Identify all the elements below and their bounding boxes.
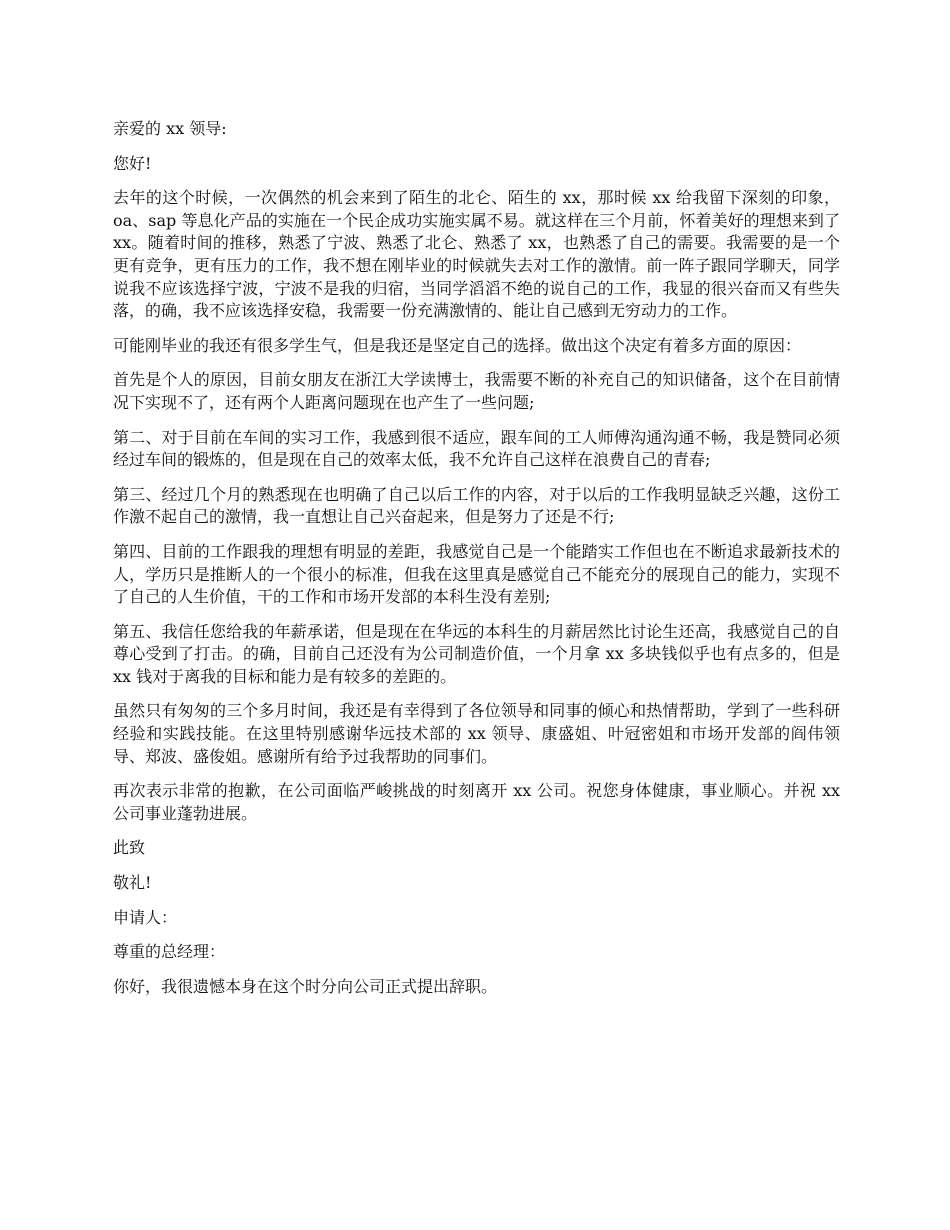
second-salutation: 尊重的总经理：: [113, 942, 226, 962]
body-paragraph: 第五、我信任您给我的年薪承诺，但是现在在华远的本科生的月薪居然比讨论生还高，我感觉自己的自尊心受到了打击。的确，目前自己还没有为公司制造价值，一个月拿 xx 多块钱似乎也有点多的，但是 xx 钱对于离我的目标和能力是有较多的差距的。: [113, 621, 840, 686]
second-opening: 你好，我很遗憾本身在这个时分向公司正式提出辞职。: [113, 976, 498, 996]
body-paragraph: 首先是个人的原因，目前女朋友在浙江大学读博士，我需要不断的补充自己的知识储备，这个在目前情况下实现不了，还有两个人距离问题现在也产生了一些问题;: [113, 370, 840, 412]
body-paragraph: 第三、经过几个月的熟悉现在也明确了自己以后工作的内容，对于以后的工作我明显缺乏兴趣，这份工作激不起自己的激情，我一直想让自己兴奋起来，但是努力了还是不行;: [113, 484, 840, 527]
body-paragraph: 第二、对于目前在车间的实习工作，我感到很不适应，跟车间的工人师傅沟通沟通不畅，我是赞同必须经过车间的锻炼的，但是现在自己的效率太低，我不允许自己这样在浪费自己的青春;: [113, 427, 840, 470]
closing-salute: 敬礼!: [113, 873, 152, 893]
greeting: 您好!: [113, 153, 152, 173]
applicant-label: 申请人：: [113, 907, 178, 927]
salutation: 亲爱的 xx 领导:: [113, 119, 227, 138]
body-paragraph: 虽然只有匆匆的三个多月时间，我还是有幸得到了各位领导和同事的倾心和热情帮助，学到了一些科研经验和实践技能。在这里特别感谢华远技术部的 xx 领导、康盛姐、叶冠密姐和市场开发部的阎伟领导、郑波、盛俊姐。感谢所有给予过我帮助的同事们。: [113, 701, 840, 766]
body-paragraph: 可能刚毕业的我还有很多学生气，但是我还是坚定自己的选择。做出这个决定有着多方面的原因：: [113, 335, 802, 355]
body-paragraph: 再次表示非常的抱歉，在公司面临严峻挑战的时刻离开 xx 公司。祝您身体健康，事业顺心。并祝 xx 公司事业蓬勃进展。: [113, 781, 840, 823]
resignation-letter: [113, 118, 840, 1010]
closing-line: 此致: [113, 838, 146, 858]
body-paragraph: 第四、目前的工作跟我的理想有明显的差距，我感觉自己是一个能踏实工作但也在不断追求最新技术的人，学历只是推断人的一个很小的标准，但我在这里真是感觉自己不能充分的展现自己的能力，实现不了自己的人生价值，干的工作和市场开发部的本科生没有差别;: [113, 541, 840, 607]
body-paragraph: 去年的这个时候，一次偶然的机会来到了陌生的北仑、陌生的 xx，那时候 xx 给我留下深刻的印象，oa、sap 等息化产品的实施在一个民企成功实施实属不易。就这样在三个月前，怀着美好的理想来到了 xx。随着时间的推移，熟悉了宁波、熟悉了北仑、熟悉了 xx，也熟悉了自己的需要。我需要的是一个更有竞争，更有压力的工作，我不想在刚毕业的时候就失去对工作的激情。前一阵子跟同学聊天，同学说我不应该选择宁波，宁波不是我的归宿，当同学滔滔不绝的说自己的工作，我显的很兴奋而又有些失落，的确，我不应该选择安稳，我需要一份充满激情的、能让自己感到无穷动力的工作。: [113, 188, 840, 321]
